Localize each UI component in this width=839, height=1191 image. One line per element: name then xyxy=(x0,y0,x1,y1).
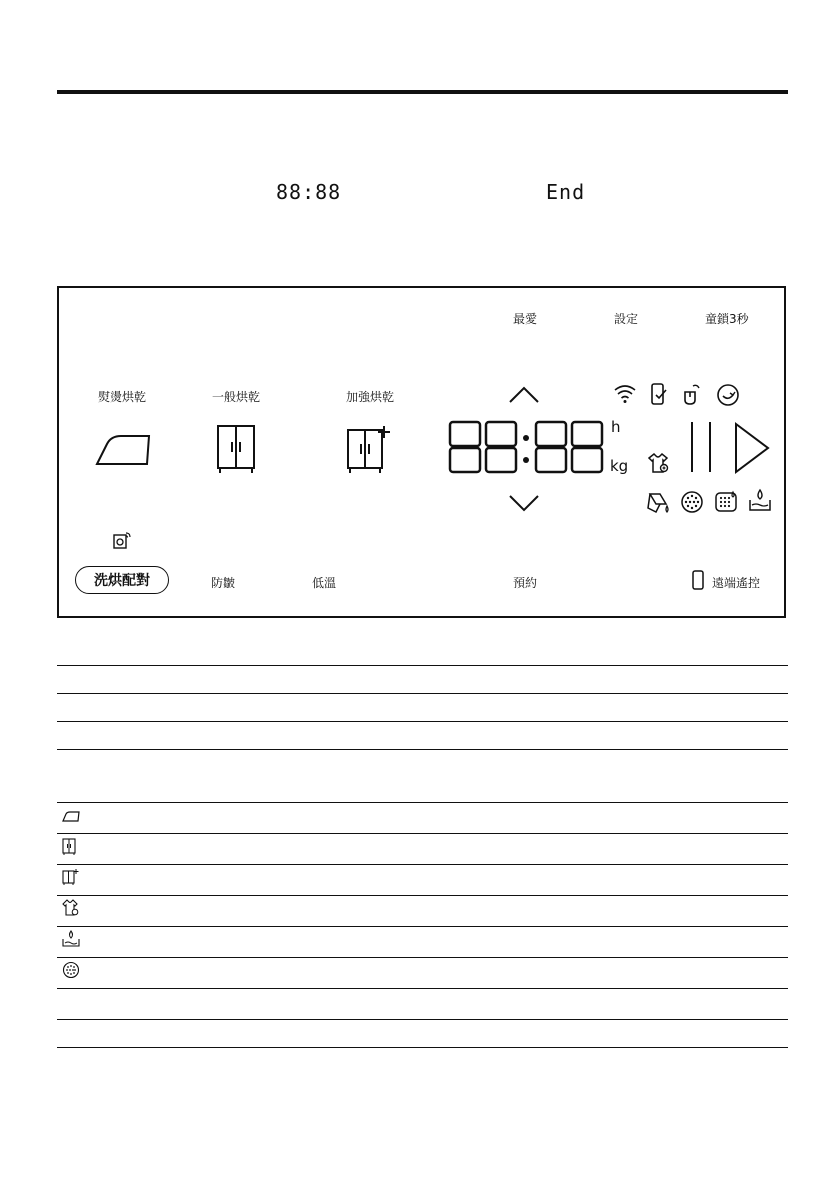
table-rule xyxy=(57,864,788,865)
program-iron-dry-label[interactable]: 熨燙烘乾 xyxy=(98,390,147,404)
cupboard-plus-icon[interactable] xyxy=(346,424,394,474)
unit-weight-label: kg xyxy=(610,457,629,475)
pause-icon[interactable] xyxy=(688,420,714,474)
cupboard-icon xyxy=(62,838,76,856)
iron-icon[interactable] xyxy=(95,430,151,466)
shirt-sensor-icon xyxy=(62,899,80,917)
unit-hours-label: h xyxy=(611,418,621,436)
child-lock-button[interactable]: 童鎖3秒 xyxy=(705,312,749,326)
wifi-icon xyxy=(614,384,636,404)
favorite-button[interactable]: 最愛 xyxy=(513,312,538,326)
table-rule xyxy=(57,833,788,834)
cupboard-plus-icon xyxy=(62,868,80,886)
settings-button[interactable]: 設定 xyxy=(614,312,639,326)
table-rule xyxy=(57,895,788,896)
phone-check-icon xyxy=(650,382,668,406)
water-basin-icon xyxy=(748,488,772,512)
remote-control-button[interactable]: 遠端遙控 xyxy=(712,576,761,590)
table-rule xyxy=(57,802,788,803)
table-rule xyxy=(57,957,788,958)
filter-icon xyxy=(62,961,80,979)
washer-link-icon xyxy=(112,530,132,550)
filter-icon xyxy=(680,490,704,514)
chevron-up-icon[interactable] xyxy=(508,386,540,404)
control-panel xyxy=(57,286,786,618)
cycle-icon xyxy=(716,383,740,407)
display-time-example: 88:88 xyxy=(276,180,342,204)
table-rule xyxy=(57,1019,788,1020)
table-rule xyxy=(57,749,788,750)
iron-icon xyxy=(62,809,80,823)
water-basin-icon xyxy=(62,930,80,948)
display-end-example: End xyxy=(546,180,586,204)
table-rule xyxy=(57,721,788,722)
wash-dry-pair-button[interactable]: 洗烘配對 xyxy=(75,566,169,594)
program-normal-dry-label[interactable]: 一般烘乾 xyxy=(212,390,261,404)
table-rule xyxy=(57,988,788,989)
fluff-filter-icon xyxy=(714,489,738,513)
remote-phone-icon xyxy=(691,569,705,591)
shirt-sensor-icon xyxy=(647,452,671,474)
anti-crease-button[interactable]: 防皺 xyxy=(211,576,236,590)
table-rule xyxy=(57,665,788,666)
header-rule xyxy=(57,90,788,94)
low-temp-button[interactable]: 低溫 xyxy=(312,576,337,590)
ready-icon xyxy=(681,382,701,406)
table-rule xyxy=(57,693,788,694)
start-icon[interactable] xyxy=(734,422,770,474)
program-extra-dry-label[interactable]: 加強烘乾 xyxy=(346,390,395,404)
seven-segment-display xyxy=(448,420,606,476)
chevron-down-icon[interactable] xyxy=(508,494,540,512)
cupboard-icon[interactable] xyxy=(216,424,256,474)
table-rule xyxy=(57,1047,788,1048)
delay-start-button[interactable]: 預約 xyxy=(513,576,538,590)
tank-icon xyxy=(646,490,672,514)
table-rule xyxy=(57,926,788,927)
